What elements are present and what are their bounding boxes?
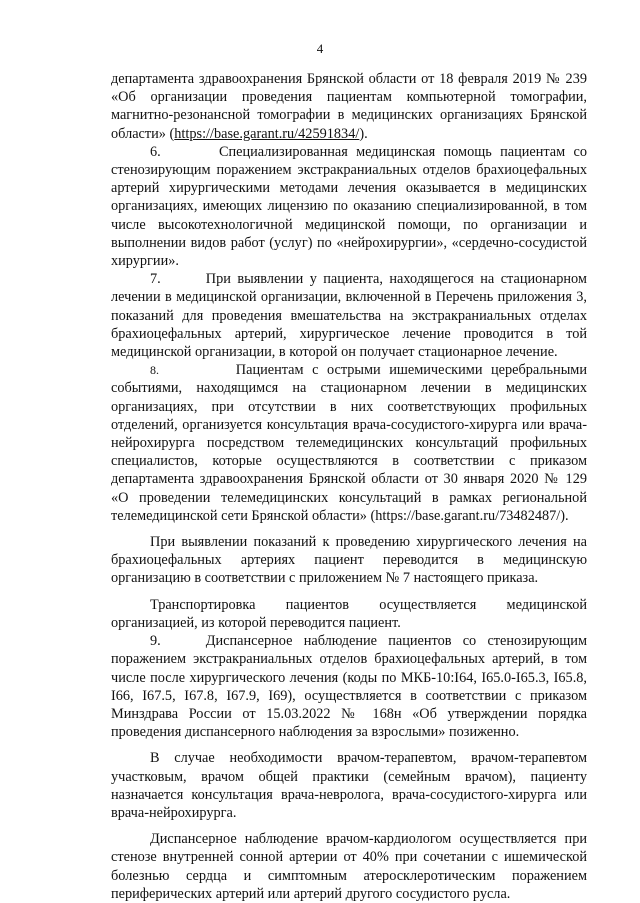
paragraph-text: Диспансерное наблюдение пациентов со стенозирующим поражением экстракраниальных отделов брахиоцефальных артерий, в том числе после хирургического лечения (коды по МКБ-10:I64, I65.0-I65.3, I65.8, I66, I67.5, I67.8, I67.9, I69), осуществляется в соответствии с приказом Минздрава России от 15.03.2022 № 168н «Об утверждении порядка проведения диспансерного наблюдения за взрослыми» позиженно. xyxy=(111,633,587,741)
paragraph-8 xyxy=(111,361,587,525)
document-body xyxy=(111,70,587,903)
paragraph-7 xyxy=(111,270,587,361)
paragraph-number: 8. xyxy=(150,363,159,378)
paragraph-text-end: ). xyxy=(359,125,368,142)
page-number: 4 xyxy=(316,41,324,56)
paragraph-8-transport: Транспортировка пациентов осуществляется медицинской организацией, из которой переводится пациент. xyxy=(111,596,587,631)
paragraph-text: Специализированная медицинская помощь пациентам со стенозирующим поражением экстракраниальных отделов брахиоцефальных артерий хирургическими методами лечения оказывается в медицинских организациях, имеющих лицензию по оказанию специализированной, в том числе высокотехнологичной медицинской помощи, по организации и выполнении видов работ (услуг) по «нейрохирургии», «сердечно-сосудистой хирургии». xyxy=(111,143,587,270)
paragraph-continuation xyxy=(111,70,587,143)
garant-link-42591834[interactable]: https://base.garant.ru/42591834/ xyxy=(174,125,360,142)
paragraph-number: 7. xyxy=(150,271,161,288)
paragraph-6 xyxy=(111,143,587,270)
paragraph-text: департамента здравоохранения Брянской области от 18 февраля 2019 № 239 «Об организации проведения пациентам компьютерной томографии, магнитно-резонансной томографии в медицинских организациях Брянской области» ( xyxy=(111,71,587,142)
paragraph-9-consultation: В случае необходимости врачом-терапевтом, врачом-терапевтом участковым, врачом общей практики (семейным врачом), пациенту назначается консультация врача-невролога, врача-сосудистого-хирурга или врача-нейрохирурга. xyxy=(111,750,587,821)
paragraph-text: При выявлении у пациента, находящегося на стационарном лечении в медицинской организации, включенной в Перечень приложения 3, показаний для проведения вмешательства на экстракраниальных отделах брахиоцефальных артерий, хирургическое лечение проводится в той медицинской организации, в которой он получает стационарное лечение. xyxy=(111,271,587,361)
paragraph-9-cardiology: Диспансерное наблюдение врачом-кардиологом осуществляется при стенозе внутренней сонной артерии от 40% при сочетании с ишемической болезнью сердца и симптомным атеросклеротическим поражением периферических артерий или артерий другого сосудистого русла. xyxy=(111,831,587,902)
paragraph-text: Пациентам с острыми ишемическими церебральными событиями, находящимся на стационарном лечении в медицинских организациях, при отсутствии в них соответствующих профильных отделений, организуется консультация врача-сосудистого-хирурга или врача-нейрохирурга посредством телемедицинских консультаций профильных специалистов, которые осуществляются в соответствии с приказом департамента здравоохранения Брянской области от 30 января 2020 № 129 «О проведении телемедицинских консультаций в рамках региональной телемедицинской сети Брянской области» (https://base.garant.ru/73482487/). xyxy=(111,362,587,524)
paragraph-9 xyxy=(111,632,587,741)
paragraph-number: 6. xyxy=(150,143,161,160)
paragraph-number: 9. xyxy=(150,633,161,650)
paragraph-8-transfer: При выявлении показаний к проведению хирургического лечения на брахиоцефальных артериях пациент переводится в медицинскую организацию в соответствии с приложением № 7 настоящего приказа. xyxy=(111,534,587,587)
